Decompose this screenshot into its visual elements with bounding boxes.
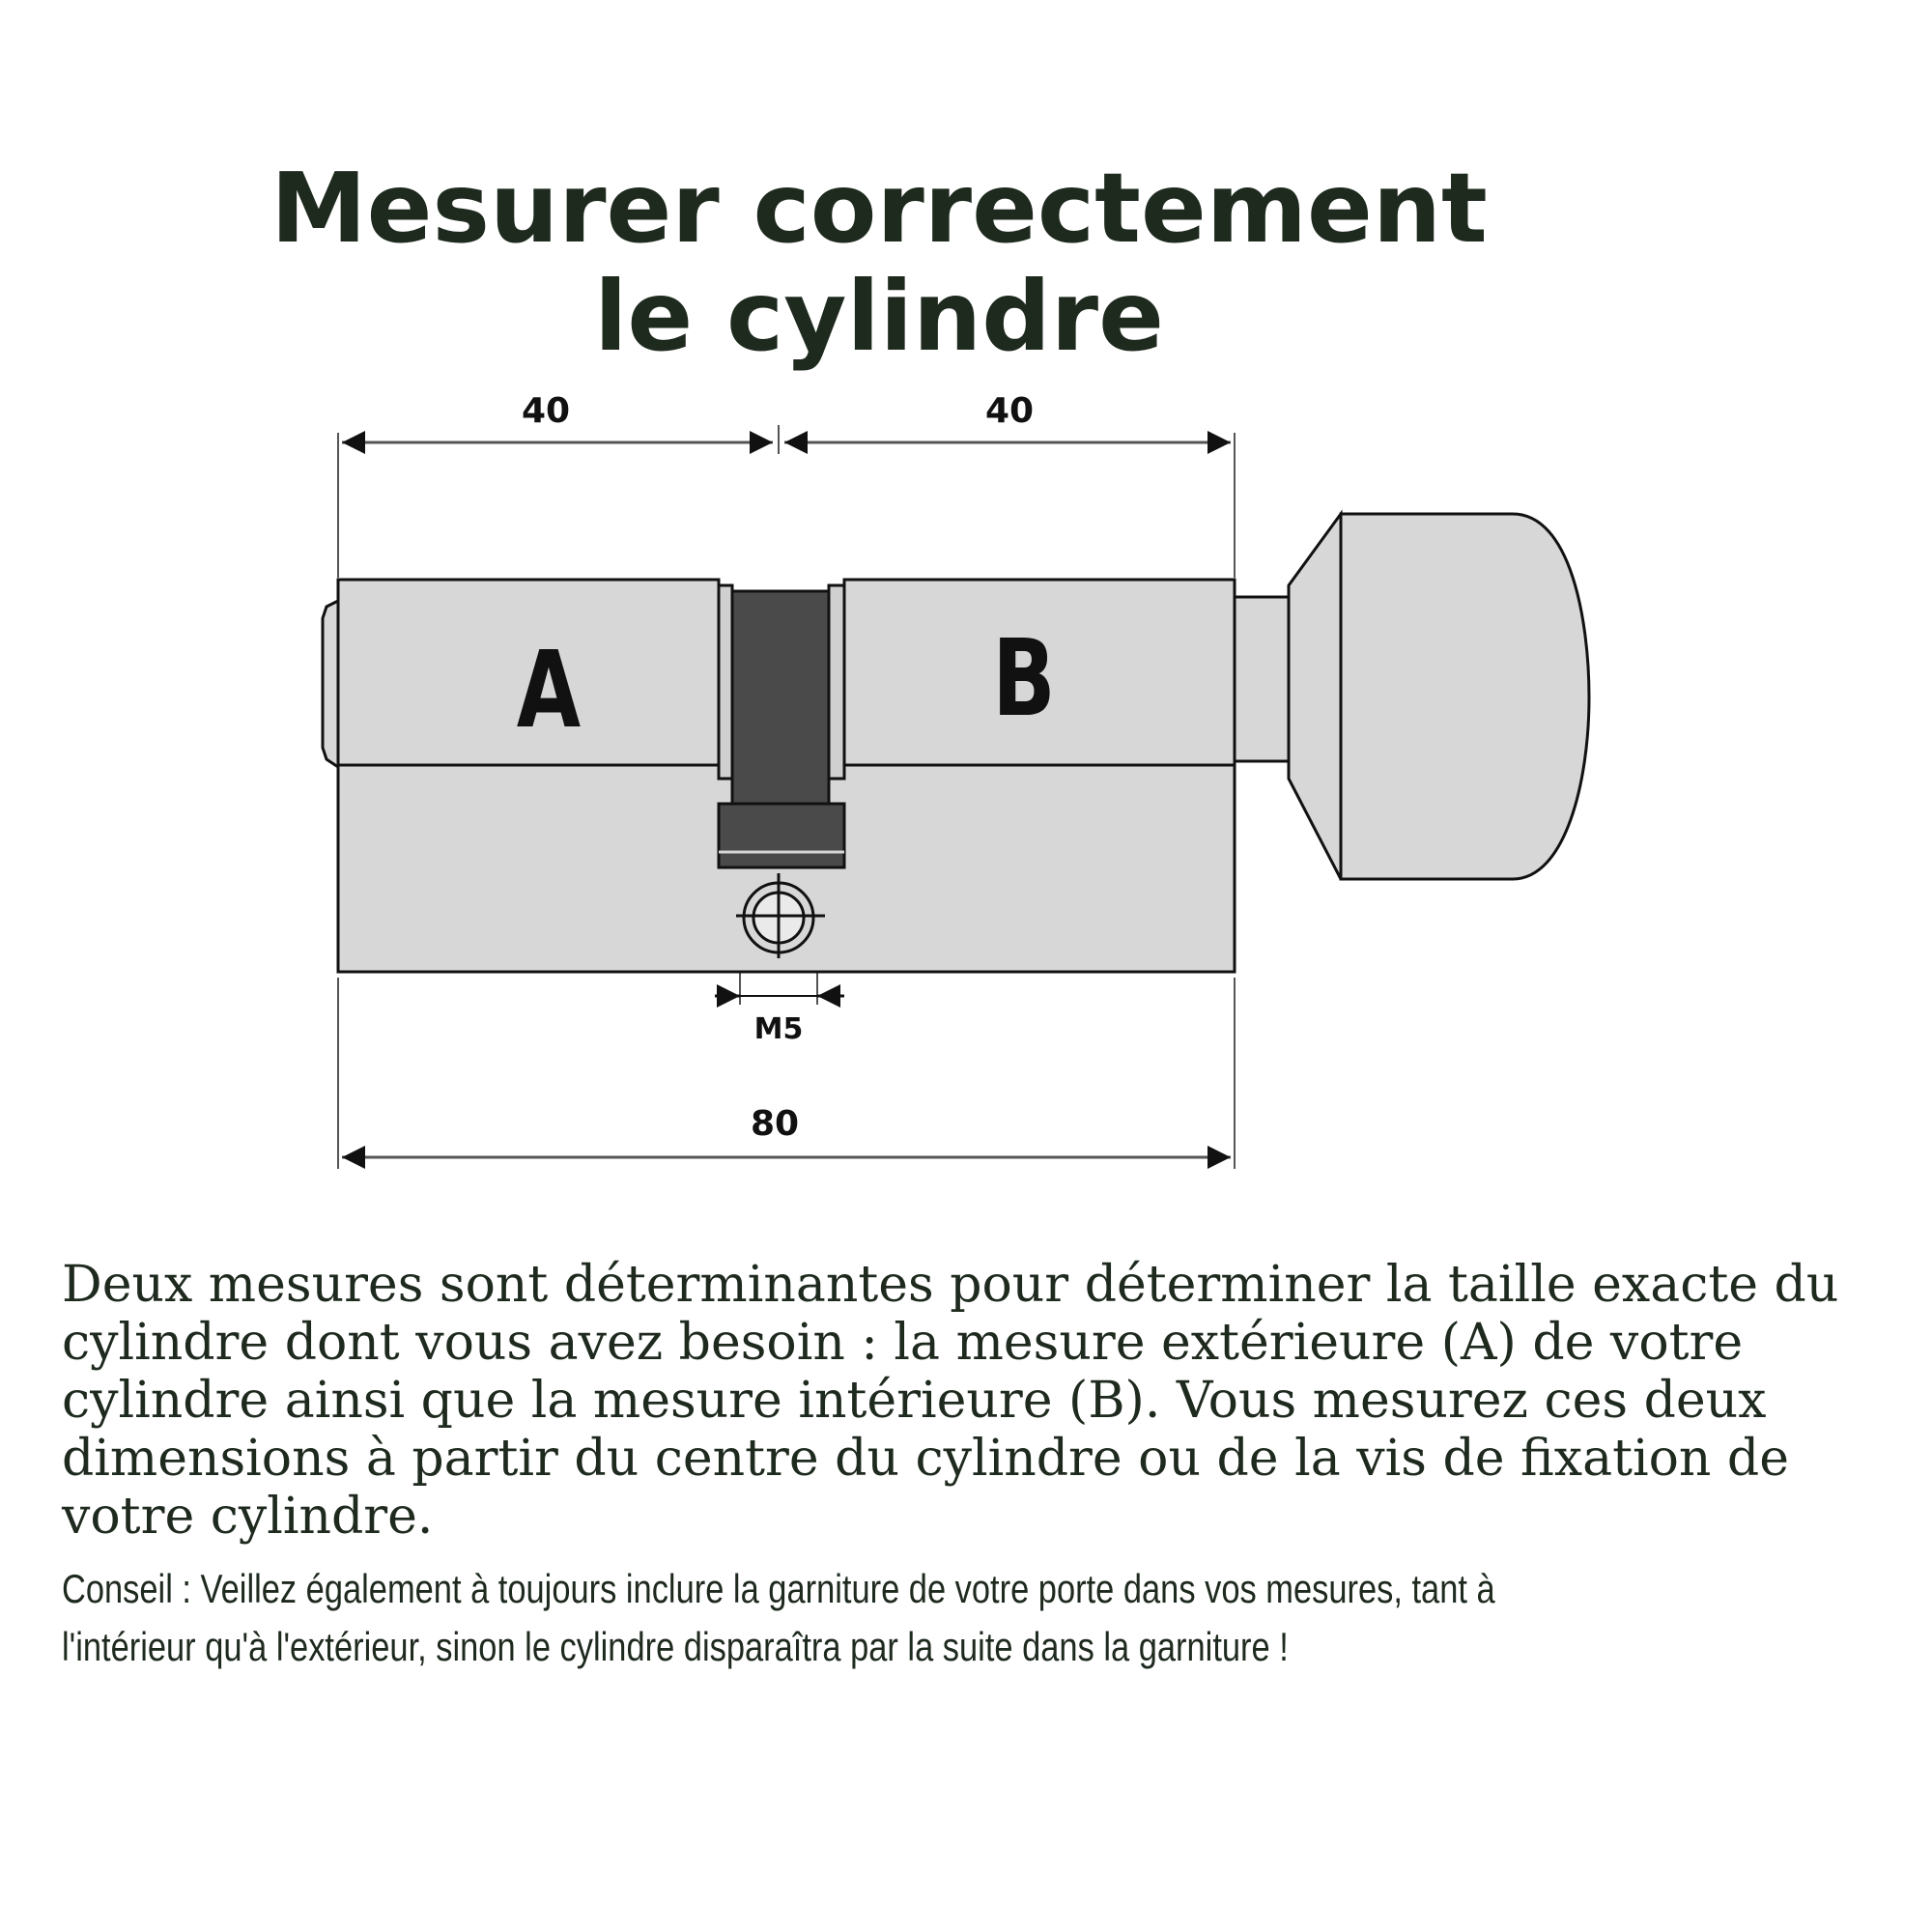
cam-base — [719, 804, 844, 867]
knob-shaft — [1235, 597, 1289, 761]
dimension-a-label: 40 — [521, 391, 571, 431]
dimension-b — [784, 391, 1231, 442]
knob-head — [1341, 514, 1589, 879]
tip-text: Conseil : Veillez également à toujours inclure la garniture de votre porte dans vos mesures, tant à l'intérieur qu'à l'extérieur, sinon le cylindre disparaîtra par la suite dans la garniture ! — [62, 1566, 1495, 1669]
side-b-label: B — [992, 616, 1056, 741]
dimension-m5 — [715, 996, 844, 1046]
dimension-b-label: 40 — [984, 391, 1035, 431]
title-line-2: le cylindre — [594, 260, 1164, 373]
side-b-flange — [829, 585, 844, 779]
side-a-flange — [719, 585, 732, 779]
side-a-tip — [323, 601, 338, 767]
dimension-total-label: 80 — [750, 1104, 800, 1144]
cylinder-diagram — [0, 367, 1932, 1236]
dimension-m5-label: M5 — [753, 1012, 804, 1046]
dimension-a — [342, 391, 773, 442]
dimension-total — [342, 1104, 1231, 1157]
thumb-turn-knob — [1235, 514, 1589, 879]
description-text: Deux mesures sont déterminantes pour déterminer la taille exacte du cylindre dont vous avez besoin : la mesure extérieure (A) de votre cylindre ainsi que la mesure intérieure (B). Vous mesurez ces deux dimensions à partir du centre du cylindre ou de la vis de fixation de votre cylindre. — [62, 1256, 1839, 1546]
page-title — [0, 152, 1758, 373]
knob-collar — [1289, 514, 1341, 879]
cam — [732, 591, 829, 804]
title-line-1: Mesurer correctement — [270, 152, 1488, 265]
side-a-label: A — [516, 628, 582, 753]
